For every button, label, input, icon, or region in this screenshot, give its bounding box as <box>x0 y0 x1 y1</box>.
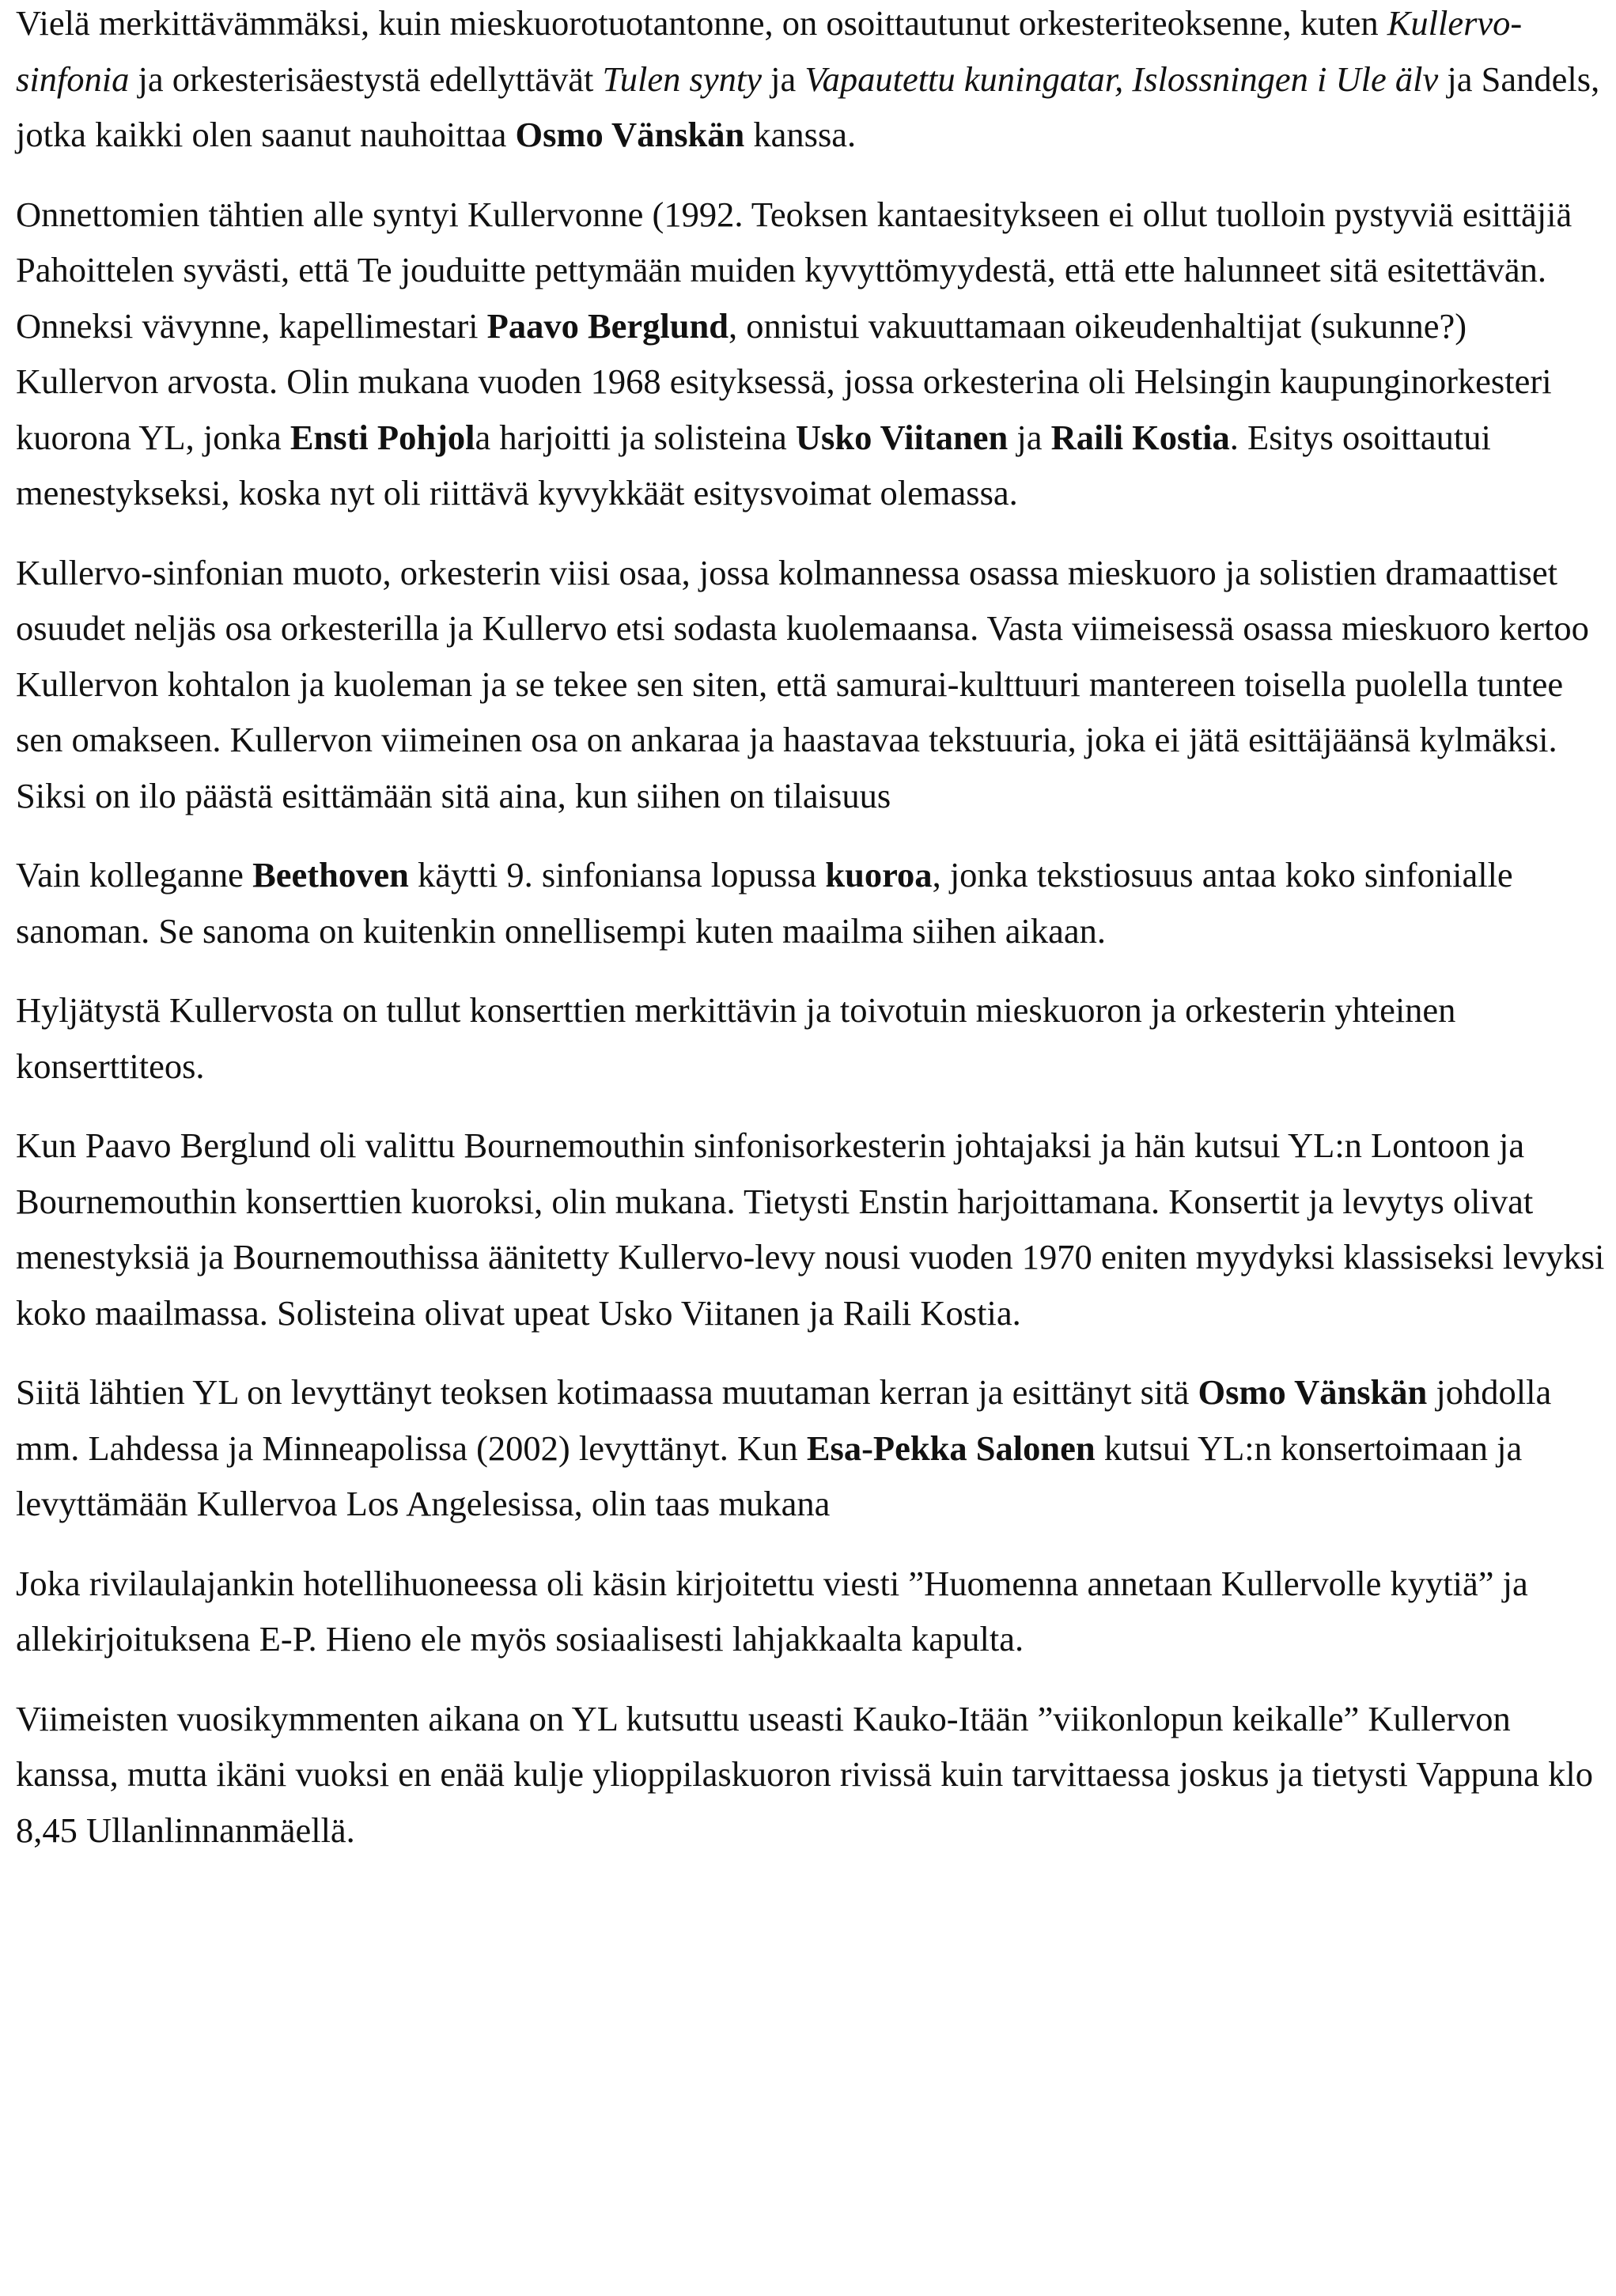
bold-name-text: Usko Viitanen <box>795 417 1009 457</box>
paragraph-text: Viimeisten vuosikymmenten aikana on YL kutsuttu useasti Kauko-Itään ”viikonlopun keikalle” Kullervon kanssa, mutta ikäni vuoksi en enää kulje ylioppilaskuoron rivissä kuin tarvittaessa joskus ja tietysti Vappuna klo 8,45 Ullanlinnanmäellä. <box>16 1698 1593 1850</box>
paragraph <box>16 0 1606 163</box>
paragraph-text: kanssa. <box>744 115 857 154</box>
bold-name-text: Osmo Vänskän <box>515 115 745 154</box>
paragraph-text: , onnistui vakuuttamaan oikeudenhaltijat (sukunne?) Kullervon arvosta. Olin mukana vuoden 1968 esityksessä, jossa orkesterina oli Helsingin kaupunginorkesteri kuorona YL, jonka <box>16 305 1552 457</box>
paragraph <box>16 847 1606 959</box>
paragraph <box>16 1118 1606 1341</box>
paragraph-text: Vielä merkittävämmäksi, kuin mieskuorotuotantonne, on osoittautunut orkesteriteoksenne, kuten <box>16 3 1387 43</box>
paragraph-text: kutsui YL:n konsertoimaan ja levyttämään Kullervoa Los Angelesissa, olin taas mukana <box>16 1428 1523 1523</box>
paragraph <box>16 1556 1606 1667</box>
paragraph-text: . Esitys osoittautui menestykseksi, koska nyt oli riittävä kyvykkäät esitysvoimat olemassa. <box>16 417 1491 513</box>
paragraph-text: Joka rivilaulajankin hotellihuoneessa oli käsin kirjoitettu viesti ”Huomenna annetaan Kullervolle kyytiä” ja allekirjoituksena E-P. Hieno ele myös sosiaalisesti lahjakkaalta kapulta. <box>16 1563 1528 1659</box>
bold-name-text: Esa-Pekka Salonen <box>806 1428 1096 1468</box>
paragraph <box>16 1364 1606 1532</box>
bold-name-text: Paavo Berglund <box>486 305 729 346</box>
paragraph-text: Kullervo-sinfonian muoto, orkesterin viisi osaa, jossa kolmannessa osassa mieskuoro ja solistien dramaattiset osuudet neljäs osa orkesterilla ja Kullervo etsi sodasta kuolemaansa. Vasta viimeisessä osassa mieskuoro kertoo Kullervon kohtalon ja kuoleman ja se tekee sen siten, että samurai-kulttuuri mantereen toisella puolella tuntee sen omakseen. Kullervon viimeinen osa on ankaraa ja haastavaa tekstuuria, joka ei jätä esittäjäänsä kylmäksi. Siksi on ilo päästä esittämään sitä aina, kun siihen on tilaisuus <box>16 552 1589 815</box>
bold-name-text: Raili Kostia <box>1050 417 1230 457</box>
document-page <box>16 0 1606 1882</box>
paragraph-text: Siitä lähtien YL on levyttänyt teoksen kotimaassa muutaman kerran ja esittänyt sitä <box>16 1372 1198 1412</box>
paragraph-text: ja <box>761 59 805 99</box>
paragraph-text: Vain kolleganne <box>16 855 253 895</box>
paragraph-text: ja <box>1008 417 1051 457</box>
paragraph-text: ja orkesterisäestystä edellyttävät <box>129 59 603 99</box>
italic-title-text: Vapautettu kuningatar, Islossningen i Ule älv <box>804 59 1439 99</box>
paragraph-text: Hyljätystä Kullervosta on tullut konserttien merkittävin ja toivotuin mieskuoron ja orkesterin yhteinen konserttiteos. <box>16 990 1456 1086</box>
paragraph-text: Kun Paavo Berglund oli valittu Bournemouthin sinfonisorkesterin johtajaksi ja hän kutsui YL:n Lontoon ja Bournemouthin konserttien kuoroksi, olin mukana. Tietysti Enstin harjoittamana. Konsertit ja levytys olivat menestyksiä ja Bournemouthissa äänitetty Kullervo-levy nousi vuoden 1970 eniten myydyksi klassiseksi levyksi koko maailmassa. Solisteina olivat upeat Usko Viitanen ja Raili Kostia. <box>16 1125 1605 1333</box>
bold-name-text: Osmo Vänskän <box>1198 1372 1428 1412</box>
bold-name-text: kuoroa <box>825 855 933 895</box>
paragraph <box>16 187 1606 521</box>
paragraph-text: Onnettomien tähtien alle syntyi Kullervonne (1992. Teoksen kantaesitykseen ei ollut tuolloin pystyviä esittäjiä Pahoittelen syvästi, että Te jouduitte pettymään muiden kyvyttömyydestä, että ette halunneet sitä esitettävän. Onneksi vävynne, kapellimestari <box>16 194 1572 346</box>
paragraph-text: a harjoitti ja solisteina <box>475 417 796 457</box>
paragraph <box>16 982 1606 1094</box>
paragraph-text: johdolla mm. Lahdessa ja Minneapolissa (2002) levyttänyt. Kun <box>16 1372 1552 1468</box>
italic-title-text: Tulen synty <box>602 59 762 99</box>
paragraph-text: , jonka tekstiosuus antaa koko sinfonialle sanoman. Se sanoma on kuitenkin onnellisempi kuten maailma siihen aikaan. <box>16 855 1513 951</box>
bold-name-text: Ensti Pohjol <box>290 417 475 457</box>
paragraph <box>16 1691 1606 1859</box>
paragraph <box>16 545 1606 824</box>
paragraph-text: käytti 9. sinfoniansa lopussa <box>408 855 826 895</box>
bold-name-text: Beethoven <box>252 855 409 895</box>
italic-title-text: Kullervo-sinfonia <box>16 3 1523 99</box>
paragraph-text: ja Sandels, jotka kaikki olen saanut nauhoittaa <box>16 59 1600 154</box>
